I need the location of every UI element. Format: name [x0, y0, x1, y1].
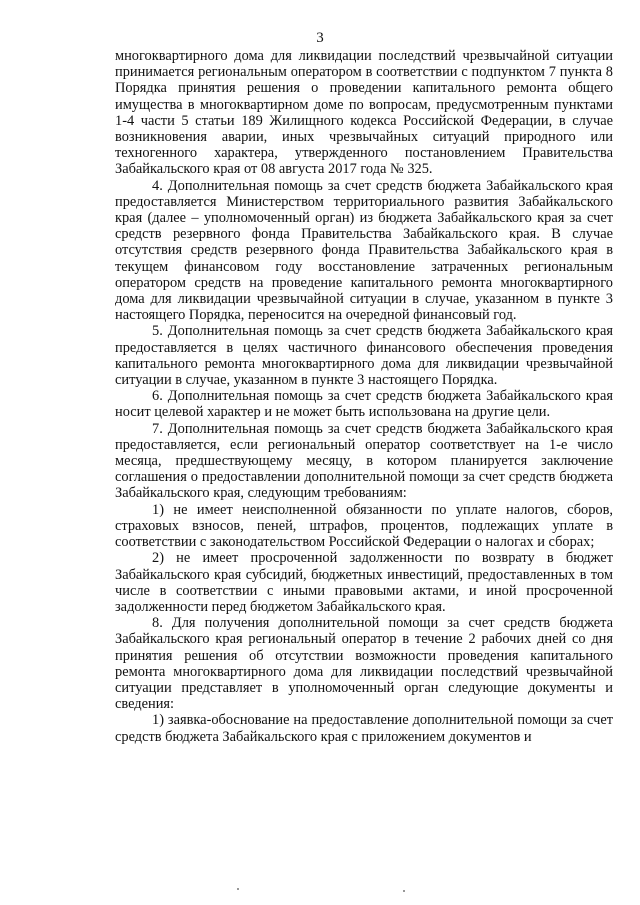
- page-number: 3: [316, 30, 324, 46]
- document-body: [115, 48, 613, 745]
- scan-speck: [403, 890, 405, 892]
- subitem-8-1: 1) заявка-обоснование на предоставление дополнительной помощи за счет средств бюджета Забайкальского края с приложением документов и: [115, 712, 613, 745]
- paragraph-item-6: 6. Дополнительная помощь за счет средств бюджета Забайкальского края носит целевой характер и не может быть использована на другие цели.: [115, 388, 613, 421]
- paragraph-item-8: 8. Для получения дополнительной помощи за счет средств бюджета Забайкальского края региональный оператор в течение 2 рабочих дней со дня принятия решения об отсутствии возможности проведения капитального ремонта многоквартирного дома для ликвидации последствий чрезвычайной ситуации представляет в уполномоченный орган следующие документы и сведения:: [115, 615, 613, 713]
- scan-speck: [237, 888, 239, 890]
- paragraph-item-7: 7. Дополнительная помощь за счет средств бюджета Забайкальского края предоставляется, если региональный оператор соответствует на 1-е число месяца, предшествующему месяцу, в котором планируется заключение соглашения о предоставлении дополнительной помощи за счет средств бюджета Забайкальского края, следующим требованиям:: [115, 420, 613, 502]
- subitem-7-1: 1) не имеет неисполненной обязанности по уплате налогов, сборов, страховых взносов, пеней, штрафов, процентов, подлежащих уплате в соответствии с законодательством Российской Федерации о налогах и сборах;: [115, 501, 613, 551]
- subitem-7-2: 2) не имеет просроченной задолженности по возврату в бюджет Забайкальского края субсидий, бюджетных инвестиций, предоставленных в том числе в соответствии с иными правовыми актами, и иной просроченной задолженности перед бюджетом Забайкальского края.: [115, 550, 613, 615]
- paragraph-continuation: многоквартирного дома для ликвидации последствий чрезвычайной ситуации принимается региональным оператором в соответствии с подпунктом 7 пункта 8 Порядка принятия решения о проведении капитального ремонта общего имущества в многоквартирном доме по вопросам, предусмотренным пунктами 1-4 части 5 статьи 189 Жилищного кодекса Российской Федерации, в случае возникновения аварии, иных чрезвычайных ситуаций природного или техногенного характера, утвержденного постановлением Правительства Забайкальского края от 08 августа 2017 года № 325.: [115, 48, 613, 178]
- paragraph-item-4: 4. Дополнительная помощь за счет средств бюджета Забайкальского края предоставляется Министерством территориального развития Забайкальского края (далее – уполномоченный орган) из бюджета Забайкальского края за счет средств резервного фонда Правительства Забайкальского края. В случае отсутствия средств резервного фонда Правительства Забайкальского края в текущем финансовом году восстановление затраченных региональным оператором средств на проведение капитального ремонта многоквартирного дома для ликвидации чрезвычайной ситуации в случае, указанном в пункте 3 настоящего Порядка, переносится на очередной финансовый год.: [115, 177, 613, 324]
- paragraph-item-5: 5. Дополнительная помощь за счет средств бюджета Забайкальского края предоставляется в целях частичного финансового обеспечения проведения капитального ремонта многоквартирного дома для ликвидации чрезвычайной ситуации в случае, указанном в пункте 3 настоящего Порядка.: [115, 323, 613, 389]
